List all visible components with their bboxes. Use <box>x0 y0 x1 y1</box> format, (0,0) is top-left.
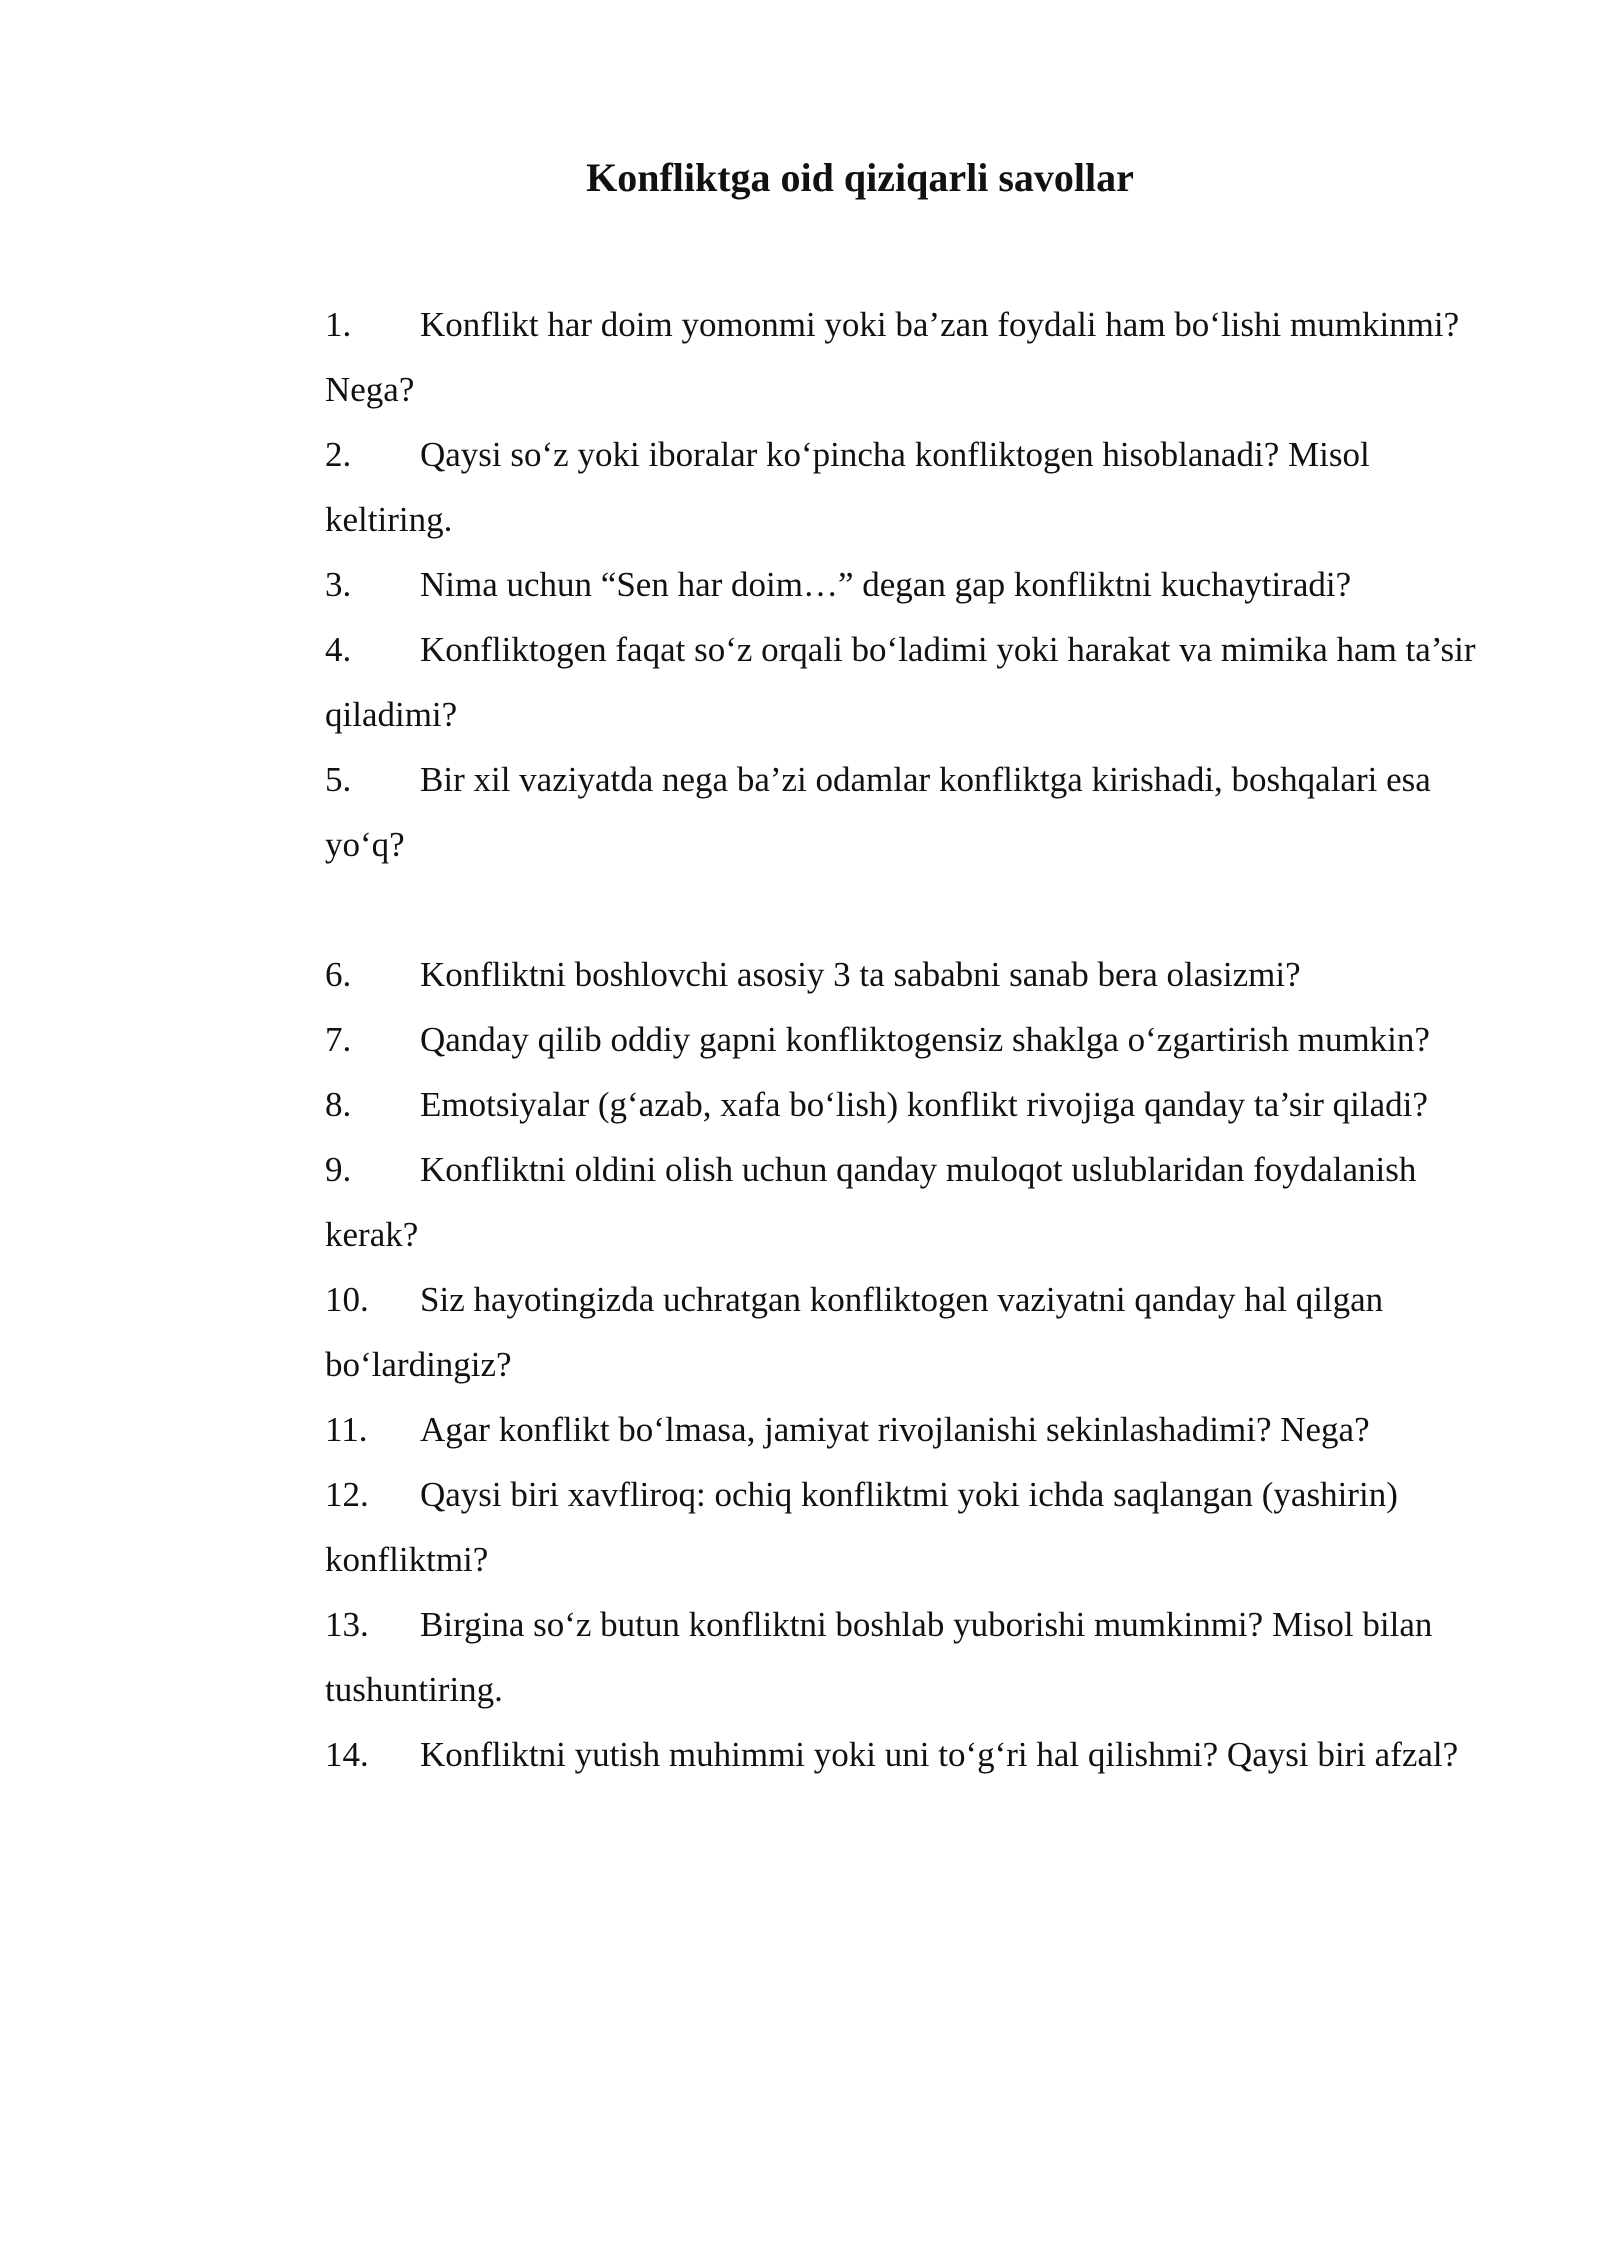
question-text: Konfliktni yutish muhimmi yoki uni to‘g‘ri hal qilishmi? Qaysi biri afzal? <box>420 1735 1459 1774</box>
question-number: 10. <box>325 1280 369 1319</box>
question-text: Qanday qilib oddiy gapni konfliktogensiz shaklga o‘zgartirish mumkin? <box>420 1020 1430 1059</box>
question-text: Emotsiyalar (g‘azab, xafa bo‘lish) konflikt rivojiga qanday ta’sir qiladi? <box>420 1085 1428 1124</box>
list-item <box>325 1722 1485 1787</box>
question-number: 3. <box>325 565 352 604</box>
question-text: Qaysi biri xavfliroq: ochiq konfliktmi yoki ichda saqlangan (yashirin) konfliktmi? <box>325 1475 1398 1579</box>
question-number: 1. <box>325 305 352 344</box>
list-item <box>325 1397 1485 1462</box>
question-number: 8. <box>325 1085 352 1124</box>
question-text: Konfliktogen faqat so‘z orqali bo‘ladimi yoki harakat va mimika ham ta’sir qiladimi? <box>325 630 1476 734</box>
question-number: 12. <box>325 1475 369 1514</box>
question-text: Nima uchun “Sen har doim…” degan gap konfliktni kuchaytiradi? <box>420 565 1352 604</box>
question-number: 11. <box>325 1410 368 1449</box>
list-item <box>325 422 1485 552</box>
list-item <box>325 552 1485 617</box>
question-text: Agar konflikt bo‘lmasa, jamiyat rivojlanishi sekinlashadimi? Nega? <box>420 1410 1370 1449</box>
question-number: 7. <box>325 1020 352 1059</box>
question-text: Konfliktni boshlovchi asosiy 3 ta sababni sanab bera olasizmi? <box>420 955 1301 994</box>
list-item <box>325 617 1485 747</box>
list-item <box>325 747 1485 877</box>
question-number: 5. <box>325 760 352 799</box>
question-text: Siz hayotingizda uchratgan konfliktogen vaziyatni qanday hal qilgan bo‘lardingiz? <box>325 1280 1384 1384</box>
list-item <box>325 1592 1485 1722</box>
list-item <box>325 1072 1485 1137</box>
list-item <box>325 1462 1485 1592</box>
question-text: Konfliktni oldini olish uchun qanday muloqot uslublaridan foydalanish kerak? <box>325 1150 1417 1254</box>
list-item <box>325 1137 1485 1267</box>
question-text: Qaysi so‘z yoki iboralar ko‘pincha konfliktogen hisoblanadi? Misol keltiring. <box>325 435 1370 539</box>
list-item <box>325 1267 1485 1397</box>
question-text: Bir xil vaziyatda nega ba’zi odamlar konfliktga kirishadi, boshqalari esa yo‘q? <box>325 760 1431 864</box>
question-number: 2. <box>325 435 352 474</box>
question-text: Birgina so‘z butun konfliktni boshlab yuborishi mumkinmi? Misol bilan tushuntiring. <box>325 1605 1433 1709</box>
question-list <box>325 292 1485 1787</box>
list-item <box>325 292 1485 422</box>
list-item <box>325 942 1485 1007</box>
question-number: 4. <box>325 630 352 669</box>
question-text: Konflikt har doim yomonmi yoki ba’zan foydali ham bo‘lishi mumkinmi? Nega? <box>325 305 1460 409</box>
question-number: 9. <box>325 1150 352 1189</box>
question-number: 14. <box>325 1735 369 1774</box>
question-number: 13. <box>325 1605 369 1644</box>
question-number: 6. <box>325 955 352 994</box>
document-title: Konfliktga oid qiziqarli savollar <box>586 155 1134 200</box>
list-item <box>325 1007 1485 1072</box>
